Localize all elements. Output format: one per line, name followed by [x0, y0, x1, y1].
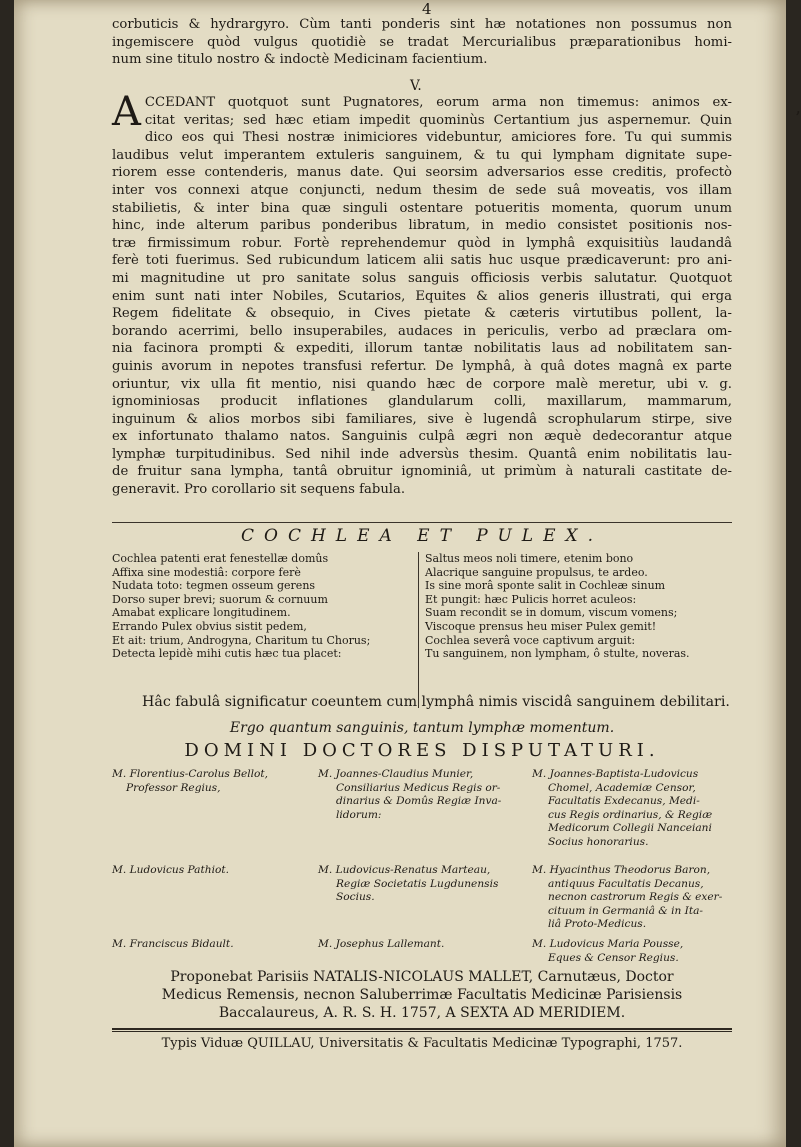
doctor-line: Socius honorarius.	[548, 835, 649, 848]
doctor-line: Professor Regius,	[126, 781, 221, 794]
text-line: Proponebat Parisiis NATALIS-NICOLAUS MALLET, Carnutæus, Doctor	[170, 969, 674, 985]
verse-line: Amabat explicare longitudinem.	[112, 606, 291, 620]
doctor-line: necnon castrorum Regis & exer-	[548, 891, 723, 903]
doctors-heading: DOMINI DOCTORES DISPUTATURI.	[184, 740, 660, 761]
doctor-line: cituum in Germaniâ & in Ita-	[548, 904, 703, 917]
verse-line: Cochlea patenti erat fenestellæ domûs	[112, 552, 329, 565]
doctor-entry	[112, 864, 312, 878]
doctor-entry	[532, 864, 732, 932]
text-line: ex infortunato thalamo natos. Sanguinis culpâ ægri non æquè dedecorantur atque	[112, 429, 732, 445]
doctor-line: M. Joannes-Baptista-Ludovicus	[532, 768, 699, 780]
text-line: lymphæ turpitudinibus. Sed nihil inde adversùs thesim. Quantâ enim nobilitatis lau-	[112, 446, 732, 462]
defense-statement	[112, 968, 732, 1022]
verse-line: Tu sanguinem, non lympham, ô stulte, noveras.	[425, 647, 690, 661]
doctor-entry	[532, 938, 732, 965]
footer-rule	[112, 1028, 732, 1030]
doctor-entry	[112, 768, 312, 795]
text-line: ferè toti fuerimus. Sed rubicundum laticem alii satis huc usque prædicaverunt: pro ani-	[112, 253, 732, 269]
text-line: nia facinora prompti & expediti, illorum tantæ nobilitatis laus ad nobilitatem san-	[112, 341, 732, 357]
text-line: corbuticis & hydrargyro. Cùm tanti ponderis sint hæ notationes non possumus non	[112, 17, 732, 32]
doctor-line: M. Ludovicus Pathiot.	[112, 864, 229, 876]
text-line: riorem esse contenderis, manus date. Qui seorsim adversarios esse creditis, profectò	[112, 165, 732, 181]
verse-line: Alacrique sanguine propulsus, te ardeo.	[425, 565, 648, 579]
verse-line: Et ait: trium, Androgyna, Charitum tu Chorus;	[112, 633, 371, 647]
text-line: Regem fidelitate & obsequio, in Cives pietate & cæteris virtutibus pollent, la-	[112, 306, 732, 322]
doctor-line: M. Hyacinthus Theodorus Baron,	[532, 864, 711, 876]
doctor-line: lidorum:	[336, 808, 382, 821]
verse-line: Viscoque prensus heu miser Pulex gemit!	[425, 619, 657, 633]
text-line: inter vos connexi atque conjuncti, nedum thesim de sede suâ moveatis, vos illam	[112, 182, 732, 198]
text-line: CCEDANT quotquot sunt Pugnatores, eorum arma non timemus: animos ex-	[144, 95, 732, 110]
text-line: ingemiscere quòd vulgus quotidiè se tradat Mercurialibus præparationibus homi-	[112, 34, 732, 50]
doctor-entry	[112, 938, 312, 952]
doctor-line: dinarius & Domûs Regiæ Inva-	[336, 795, 502, 807]
doctor-entry	[532, 768, 732, 849]
verse-line: Et pungit: hæc Pulicis horret aculeos:	[425, 592, 637, 606]
verse-line: Is sine morâ sponte salit in Cochleæ sinum	[425, 579, 666, 593]
fable-moral: Hâc fabulâ significatur coeuntem cum lymphâ nimis viscidâ sanguinem debilitari.	[142, 694, 730, 710]
text-line: stabilietis, & inter bina quæ singuli ostentare potueritis momenta, quorum unum	[112, 200, 732, 216]
verse-line: Cochlea severâ voce captivum arguit:	[425, 633, 636, 647]
verse-column-divider	[418, 552, 419, 708]
text-line: generavit. Pro corollario sit sequens fabula.	[112, 482, 406, 498]
verse-line: Suam recondit se in domum, viscum vomens;	[425, 606, 678, 620]
doctor-line: cus Regis ordinarius, & Regiæ	[548, 808, 713, 821]
printer-imprint: Typis Viduæ QUILLAU, Universitatis & Facultatis Medicinæ Typographi, 1757.	[161, 1036, 683, 1051]
footer-rule	[112, 1031, 732, 1032]
section-number: V.	[410, 78, 422, 94]
text-line: oriuntur, vix ulla fit mentio, nisi quando hæc de corpore malè meretur, ubi v. g.	[112, 376, 732, 392]
text-line: træ firmissimum robur. Fortè reprehendemur quòd in lymphâ exquisitiùs laudandâ	[112, 235, 732, 251]
verse-line: Detecta lepidè mihi cutis hæc tua placet:	[112, 647, 342, 661]
opening-paragraph	[112, 16, 732, 69]
doctor-line: M. Ludovicus-Renatus Marteau,	[318, 864, 491, 876]
text-line: num sine titulo nostro & indoctè Medicinam facientium.	[112, 52, 488, 68]
text-line: hinc, inde alterum paribus ponderibus libratum, in medio consistet positionis nos-	[112, 218, 732, 234]
doctor-entry	[318, 768, 528, 822]
doctor-line: Socius.	[336, 891, 375, 903]
text-line: guinis avorum in nepotes transfusi refertur. De lymphâ, à quâ dotes magnâ ex parte	[112, 358, 732, 374]
verse-column-left	[112, 552, 412, 661]
doctor-line: M. Ludovicus Maria Pousse,	[532, 938, 684, 950]
doctor-line: M. Franciscus Bidault.	[112, 938, 234, 950]
title-rule-divider	[112, 522, 732, 523]
doctor-entry	[318, 864, 528, 905]
doctor-line: M. Florentius-Carolus Bellot,	[112, 768, 269, 780]
text-line: dico eos qui Thesi nostræ inimiciores videbuntur, amiciores fore. Tu qui summis	[144, 130, 732, 146]
page-number: 4	[422, 0, 432, 18]
thesis-conclusion: Ergo quantum sanguinis, tantum lymphæ momentum.	[229, 720, 615, 736]
book-page	[14, 0, 801, 1147]
facing-page-edge: ’	[795, 108, 801, 129]
doctor-line: antiquus Facultatis Decanus,	[548, 877, 704, 890]
main-paragraph	[112, 89, 732, 499]
doctor-line: Chomel, Academiæ Censor,	[548, 781, 696, 794]
fable-title: COCHLEA ET PULEX.	[241, 526, 603, 546]
text-line: inguinum & alios morbos sibi familiares, sive è lugendâ scrophularum stirpe, sive	[112, 411, 732, 427]
text-line: mi magnitudine ut pro sanitate solus sanguis officiosis verbis salutatur. Quotquot	[112, 270, 732, 286]
verse-line: Dorso super brevi; suorum & cornuum	[112, 592, 328, 606]
doctor-line: Facultatis Exdecanus, Medi-	[548, 795, 700, 807]
verse-line: Errando Pulex obvius sistit pedem,	[112, 619, 307, 633]
verse-column-right	[425, 552, 732, 661]
doctor-line: M. Joannes-Claudius Munier,	[318, 768, 474, 780]
text-line: enim sunt nati inter Nobiles, Scutarios, Equites & alios generis illustrati, qui erga	[112, 288, 732, 304]
doctor-line: Eques & Censor Regius.	[548, 951, 679, 964]
doctor-line: M. Josephus Lallemant.	[318, 938, 445, 950]
verse-line: Nudata toto: tegmen osseum gerens	[112, 579, 316, 593]
text-line: laudibus velut imperantem extuleris sanguinem, & tu qui lympham dignitate supe-	[112, 147, 732, 163]
drop-cap: A	[112, 89, 141, 135]
verse-line: Affixa sine modestiâ: corpore ferè	[112, 565, 301, 579]
doctor-line: Regiæ Societatis Lugdunensis	[336, 877, 499, 890]
text-line: de fruitur sana lympha, tantâ obruitur ignominiâ, ut primùm à naturali castitate de-	[112, 464, 732, 480]
text-line: Baccalaureus, A. R. S. H. 1757, A SEXTA AD MERIDIEM.	[218, 1005, 626, 1021]
text-line: Medicus Remensis, necnon Saluberrimæ Facultatis Medicinæ Parisiensis	[161, 987, 683, 1003]
text-line: ignominiosas producit inflationes glandularum colli, maxillarum, mammarum,	[112, 394, 732, 410]
verse-line: Saltus meos noli timere, etenim bono	[425, 552, 634, 565]
doctor-line: liâ Proto-Medicus.	[548, 918, 647, 930]
doctor-line: Medicorum Collegii Nanceiani	[548, 822, 712, 834]
doctor-line: Consiliarius Medicus Regis or-	[336, 781, 501, 794]
text-line: borando acerrimi, bello insuperabiles, audaces in periculis, verbo ad præclara om-	[112, 323, 732, 339]
doctor-entry	[318, 938, 528, 952]
text-line: citat veritas; sed hæc etiam impedit quominùs Certantium jus aspernemur. Quin	[144, 112, 732, 128]
